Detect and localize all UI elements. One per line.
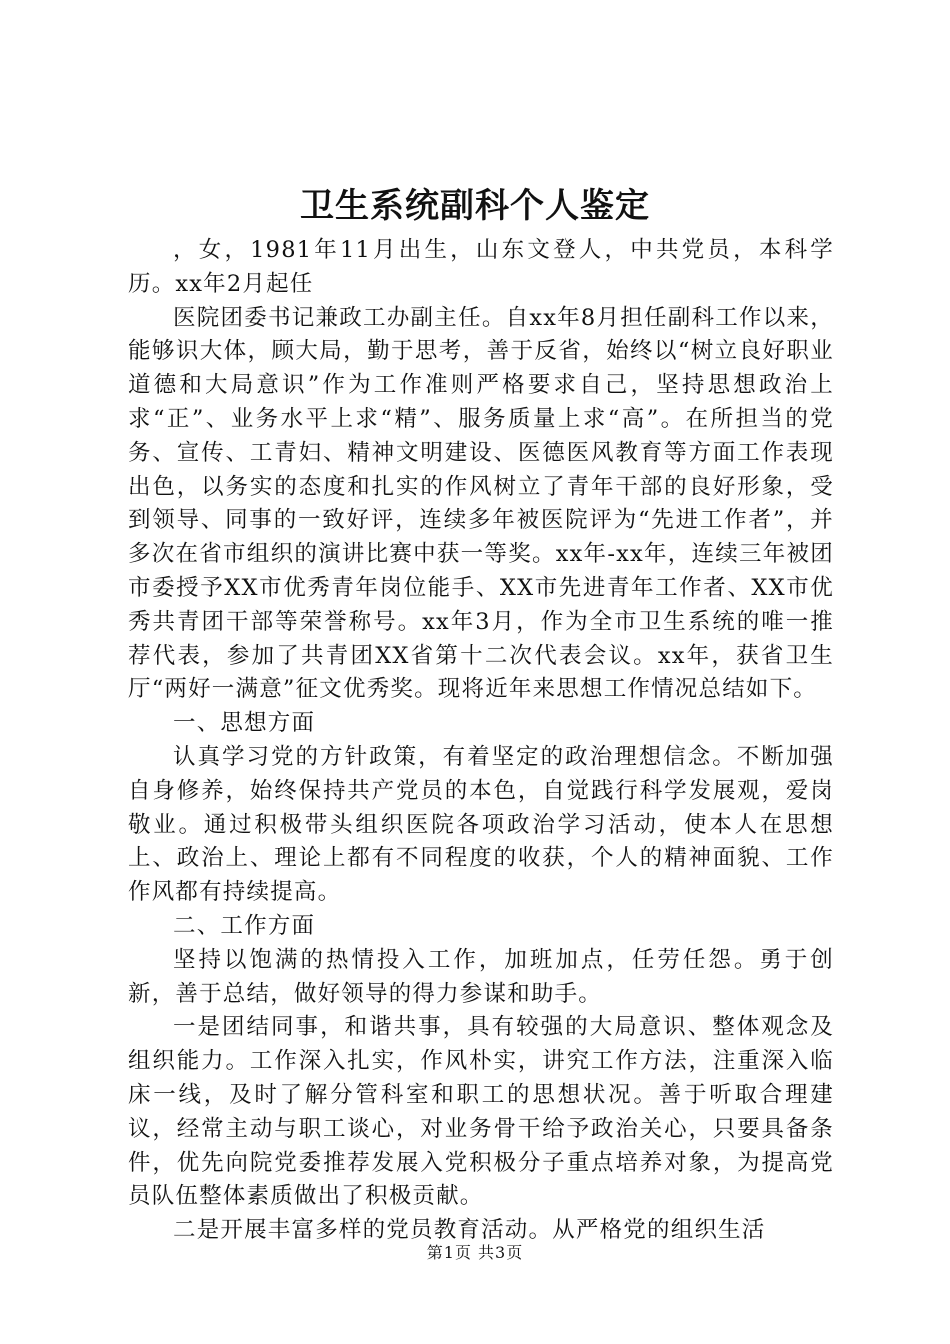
paragraph-thought: 认真学习党的方针政策，有着坚定的政治理想信念。不断加强自身修养，始终保持共产党员的本色，自觉践行科学发展观，爱岗敬业。通过积极带头组织医院各项政治学习活动，使本人在思想上、政治上、理论上都有不同程度的收获，个人的精神面貌、工作作风都有持续提高。	[128, 743, 834, 906]
document-title: 卫生系统副科个人鉴定	[300, 186, 650, 226]
paragraph-work-point-1: 一是团结同事，和谐共事，具有较强的大局意识、整体观念及组织能力。工作深入扎实，作风朴实，讲究工作方法，注重深入临床一线，及时了解分管科室和职工的思想状况。善于听取合理建议，经常主动与职工谈心，对业务骨干给予政治关心，只要具备条件，优先向院党委推荐发展入党积极分子重点培养对象，为提高党员队伍整体素质做出了积极贡献。	[128, 1014, 834, 1210]
paragraph-work-point-2: 二是开展丰富多样的党员教育活动。从严格党的组织生活	[173, 1217, 766, 1244]
paragraph-career: 医院团委书记兼政工办副主任。自xx年8月担任副科工作以来，能够识大体，顾大局，勤于思考，善于反省，始终以“树立良好职业道德和大局意识”作为工作准则严格要求自己，坚持思想政治上求“正”、业务水平上求“精”、服务质量上求“高”。在所担当的党务、宣传、工青妇、精神文明建设、医德医风教育等方面工作表现出色，以务实的态度和扎实的作风树立了青年干部的良好形象，受到领导、同事的一致好评，连续多年被医院评为“先进工作者”，并多次在省市组织的演讲比赛中获一等奖。xx年-xx年，连续三年被团市委授予XX市优秀青年岗位能手、XX市先进青年工作者、XX市优秀共青团干部等荣誉称号。xx年3月，作为全市卫生系统的唯一推荐代表，参加了共青团XX省第十二次代表会议。xx年，获省卫生厅“两好一满意”征文优秀奖。现将近年来思想工作情况总结如下。	[128, 304, 834, 703]
page-number-footer: 第1页 共3页	[426, 1243, 524, 1262]
document-body	[128, 234, 834, 1248]
paragraph-work: 坚持以饱满的热情投入工作，加班加点，任劳任怨。勇于创新，善于总结，做好领导的得力参谋和助手。	[128, 946, 834, 1007]
section-heading-work: 二、工作方面	[173, 912, 316, 939]
section-heading-thought: 一、思想方面	[173, 710, 316, 737]
paragraph-intro: ，女，1981年11月出生，山东文登人，中共党员，本科学历。xx年2月起任	[128, 237, 834, 297]
